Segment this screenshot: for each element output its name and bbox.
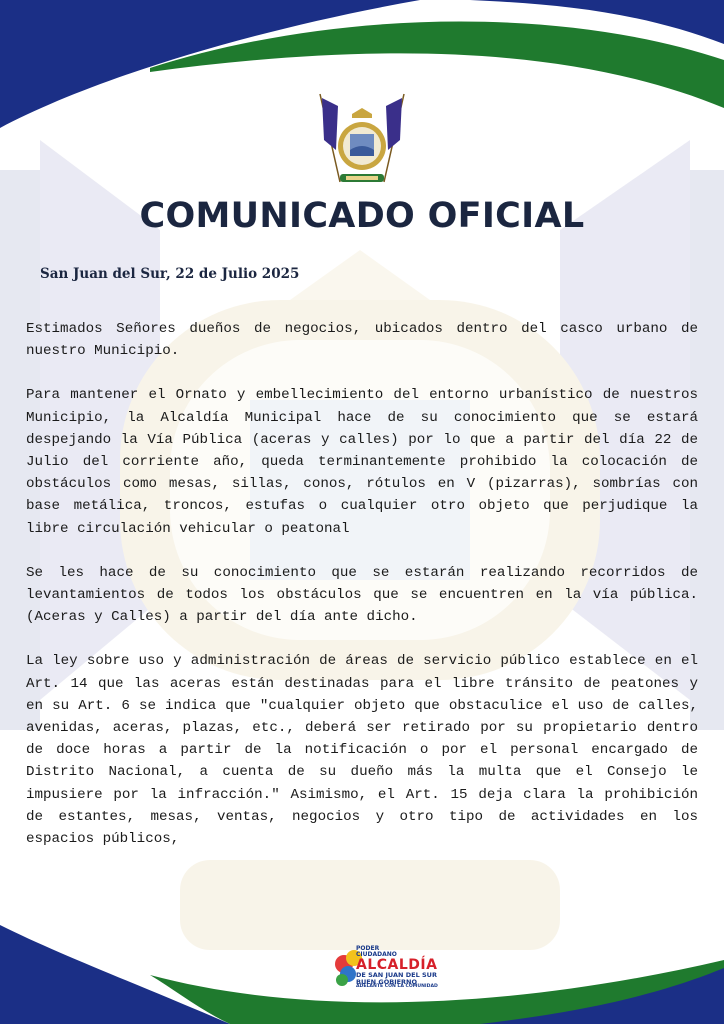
document-body [26,318,698,872]
body-paragraph: Para mantener el Ornato y embellecimiento del entorno urbanístico de nuestros Municipio, la Alcaldía Municipal hace de su conocimiento que se estará despejando la Vía Pública (aceras y calles) por lo que a partir del día 22 de Julio del corriente año, queda terminantemente prohibido la colocación de obstáculos como mesas, sillas, conos, rótulos en V (pizarras), sombrías con base metálica, troncos, estufas o cualquier otro objeto que perjudique la libre circulación vehicular o peatonal [26,387,698,537]
logo-line4: BUEN GOBIERNO [356,977,418,986]
footer-logo-text [356,946,438,990]
dateline: San Juan del Sur, 22 de Julio 2025 [40,266,300,282]
body-paragraph: Estimados Señores dueños de negocios, ubicados dentro del casco urbano de nuestro Municipio. [26,321,698,360]
logo-tagline: ADELANTE CON LA COMUNIDAD [356,984,438,989]
body-paragraph: Se les hace de su conocimiento que se estarán realizando recorridos de levantamientos de todos los obstáculos que se encuentren en la vía pública. (Aceras y Calles) a partir del día ante dicho. [26,564,698,626]
logo-main: ALCALDÍA [356,957,438,973]
body-paragraph: La ley sobre uso y administración de áreas de servicio público establece en el Art. 14 que las aceras están destinadas para el libre tránsito de peatones y en su Art. 6 se indica que "cualquier objeto que obstaculice el uso de calles, avenidas, aceras, plazas, etc., deberá ser retirado por su propietario dentro de doce horas a partir de la notificación o por el personal encargado de Distrito Nacional, a cuenta de su dueño más la multa que el Consejo le impusiere por la infracción." Asimismo, el Art. 15 deja clara la prohibición de estantes, mesas, ventas, negocios y otro tipo de actividades en los espacios públicos, [26,653,698,848]
logo-line2: CIUDADANO [356,951,397,958]
logo-line1: PODER [356,945,380,952]
logo-line3: DE SAN JUAN DEL SUR [356,971,437,979]
municipal-crest-icon [312,90,412,190]
page-title: COMUNICADO OFICIAL [139,196,585,236]
